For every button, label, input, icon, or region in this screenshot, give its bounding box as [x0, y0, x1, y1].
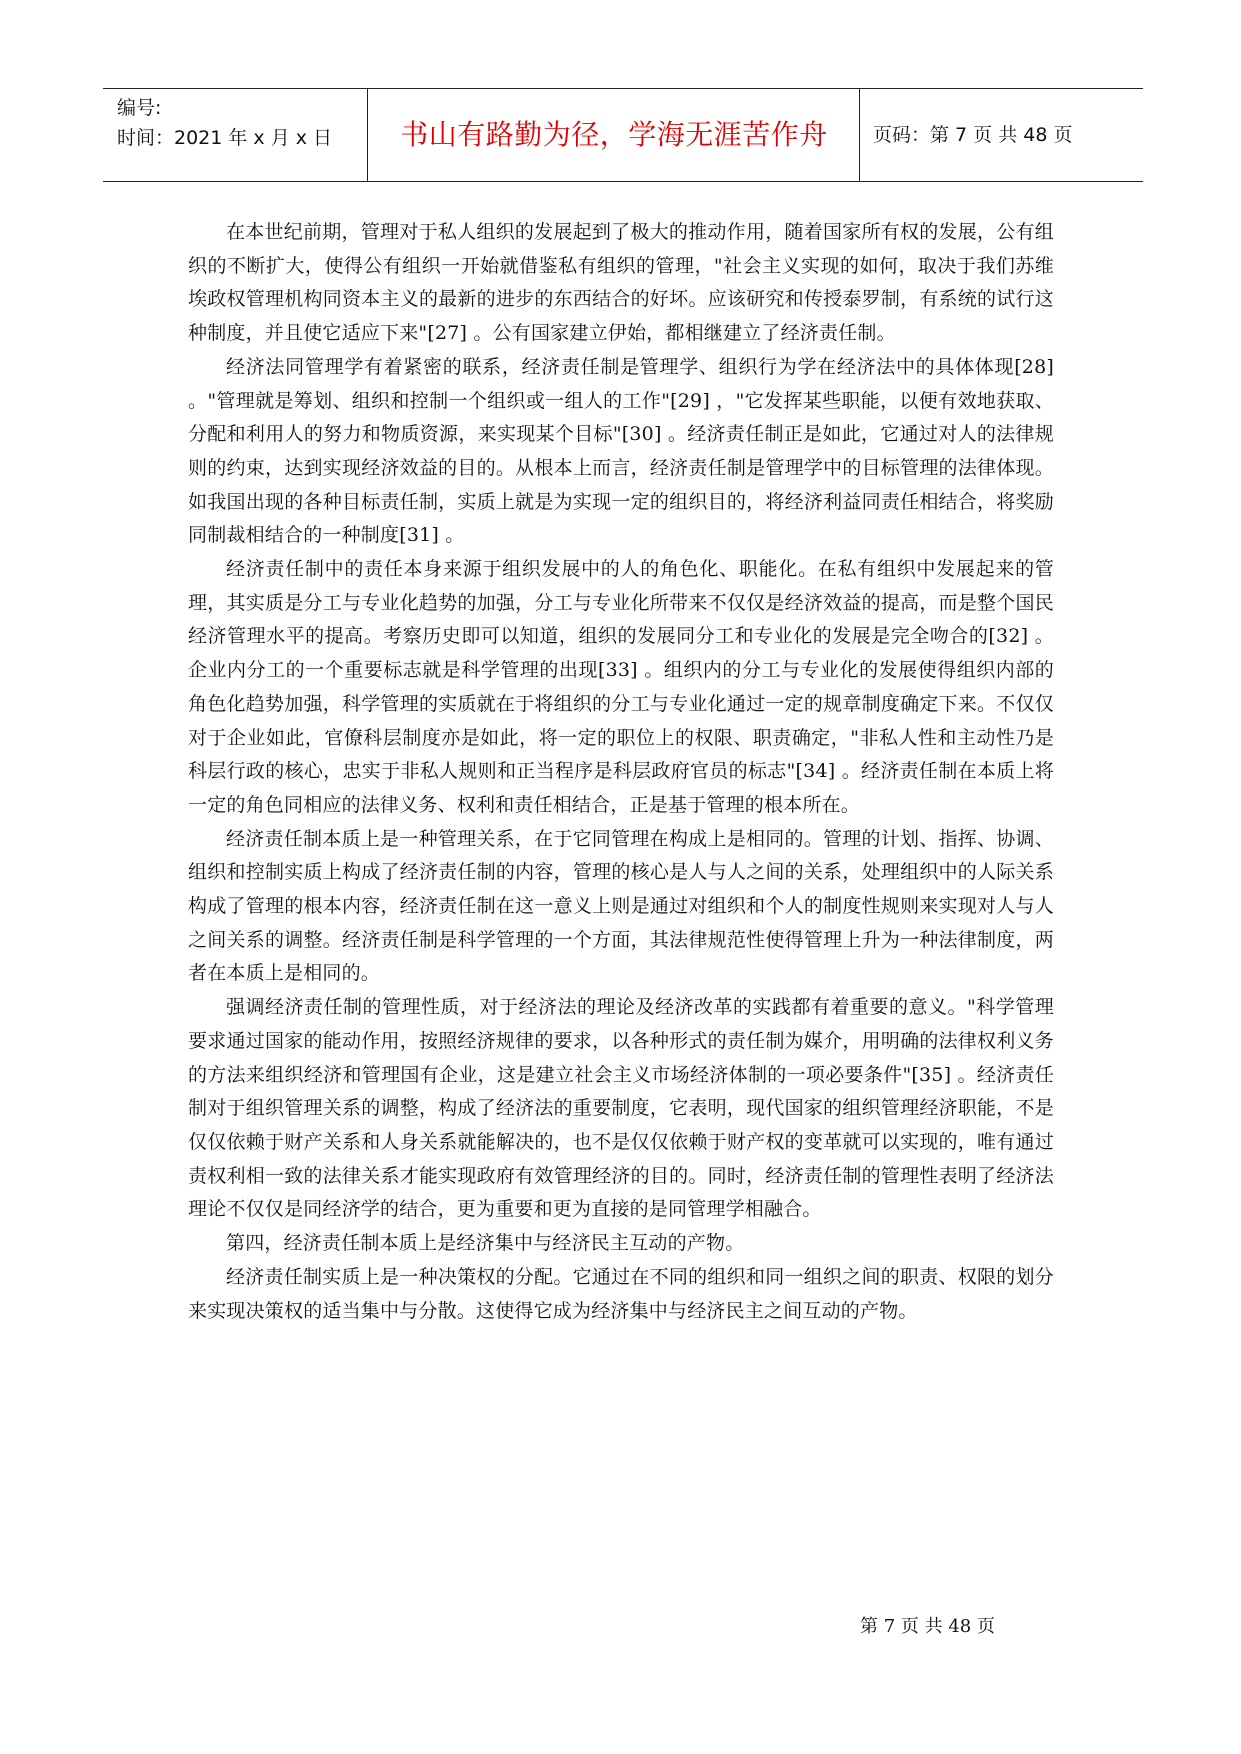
header-divider-right	[859, 89, 860, 181]
paragraph: 经济责任制实质上是一种决策权的分配。它通过在不同的组织和同一组织之间的职责、权限的划分来实现决策权的适当集中与分散。这使得它成为经济集中与经济民主之间互动的产物。	[188, 1265, 1054, 1322]
page-footer: 第 7 页 共 48 页	[860, 1616, 995, 1637]
paragraph: 在本世纪前期，管理对于私人组织的发展起到了极大的推动作用，随着国家所有权的发展，公有组织的不断扩大，使得公有组织一开始就借鉴私有组织的管理，"社会主义实现的如何，取决于我们苏维埃政权管理机构同资本主义的最新的进步的东西结合的好坏。应该研究和传授泰罗制，有系统的试行这种制度，并且使它适应下来"[27] 。公有国家建立伊始，都相继建立了经济责任制。	[188, 221, 1054, 345]
document-number-label: 编号:	[117, 97, 162, 119]
document-time-label: 时间：2021 年 x 月 x 日	[117, 127, 333, 149]
paragraph: 经济责任制本质上是一种管理关系，在于它同管理在构成上是相同的。管理的计划、指挥、协调、组织和控制实质上构成了经济责任制的内容，管理的核心是人与人之间的关系，处理组织中的人际关系构成了管理的根本内容，经济责任制在这一意义上则是通过对组织和个人的制度性规则来实现对人与人之间关系的调整。经济责任制是科学管理的一个方面，其法律规范性使得管理上升为一种法律制度，两者在本质上是相同的。	[188, 827, 1054, 985]
paragraph: 经济责任制中的责任本身来源于组织发展中的人的角色化、职能化。在私有组织中发展起来的管理，其实质是分工与专业化趋势的加强，分工与专业化所带来不仅仅是经济效益的提高，而是整个国民经济管理水平的提高。考察历史即可以知道，组织的发展同分工和专业化的发展是完全吻合的[32] 。企业内分工的一个重要标志就是科学管理的出现[33] 。组织内的分工与专业化的发展使得组织内部的角色化趋势加强，科学管理的实质就在于将组织的分工与专业化通过一定的规章制度确定下来。不仅仅对于企业如此，官僚科层制度亦是如此，将一定的职位上的权限、职责确定，"非私人性和主动性乃是科层行政的核心，忠实于非私人规则和正当程序是科层政府官员的标志"[34] 。经济责任制在本质上将一定的角色同相应的法律义务、权利和责任相结合，正是基于管理的根本所在。	[188, 558, 1054, 816]
header-meta	[117, 93, 367, 153]
header-divider-left	[367, 89, 368, 181]
header-page-number: 页码：第 7 页 共 48 页	[873, 124, 1073, 146]
document-header	[103, 88, 1143, 182]
header-motto: 书山有路勤为径，学海无涯苦作舟	[400, 118, 828, 151]
paragraph: 第四，经济责任制本质上是经济集中与经济民主互动的产物。	[226, 1232, 745, 1255]
paragraph: 强调经济责任制的管理性质，对于经济法的理论及经济改革的实践都有着重要的意义。"科学管理要求通过国家的能动作用，按照经济规律的要求，以各种形式的责任制为媒介，用明确的法律权利义务的方法来组织经济和管理国有企业，这是建立社会主义市场经济体制的一项必要条件"[35] 。经济责任制对于组织管理关系的调整，构成了经济法的重要制度，它表明，现代国家的组织管理经济职能，不是仅仅依赖于财产关系和人身关系就能解决的，也不是仅仅依赖于财产权的变革就可以实现的，唯有通过责权利相一致的法律关系才能实现政府有效管理经济的目的。同时，经济责任制的管理性表明了经济法理论不仅仅是同经济学的结合，更为重要和更为直接的是同管理学相融合。	[188, 996, 1054, 1221]
document-body	[188, 216, 1054, 1328]
paragraph: 经济法同管理学有着紧密的联系，经济责任制是管理学、组织行为学在经济法中的具体体现[28] 。"管理就是筹划、组织和控制一个组织或一组人的工作"[29] ，"它发挥某些职能，以便有效地获取、分配和利用人的努力和物质资源，来实现某个目标"[30] 。经济责任制正是如此，它通过对人的法律规则的约束，达到实现经济效益的目的。从根本上而言，经济责任制是管理学中的目标管理的法律体现。如我国出现的各种目标责任制，实质上就是为实现一定的组织目的，将经济利益同责任相结合，将奖励同制裁相结合的一种制度[31] 。	[188, 355, 1054, 547]
